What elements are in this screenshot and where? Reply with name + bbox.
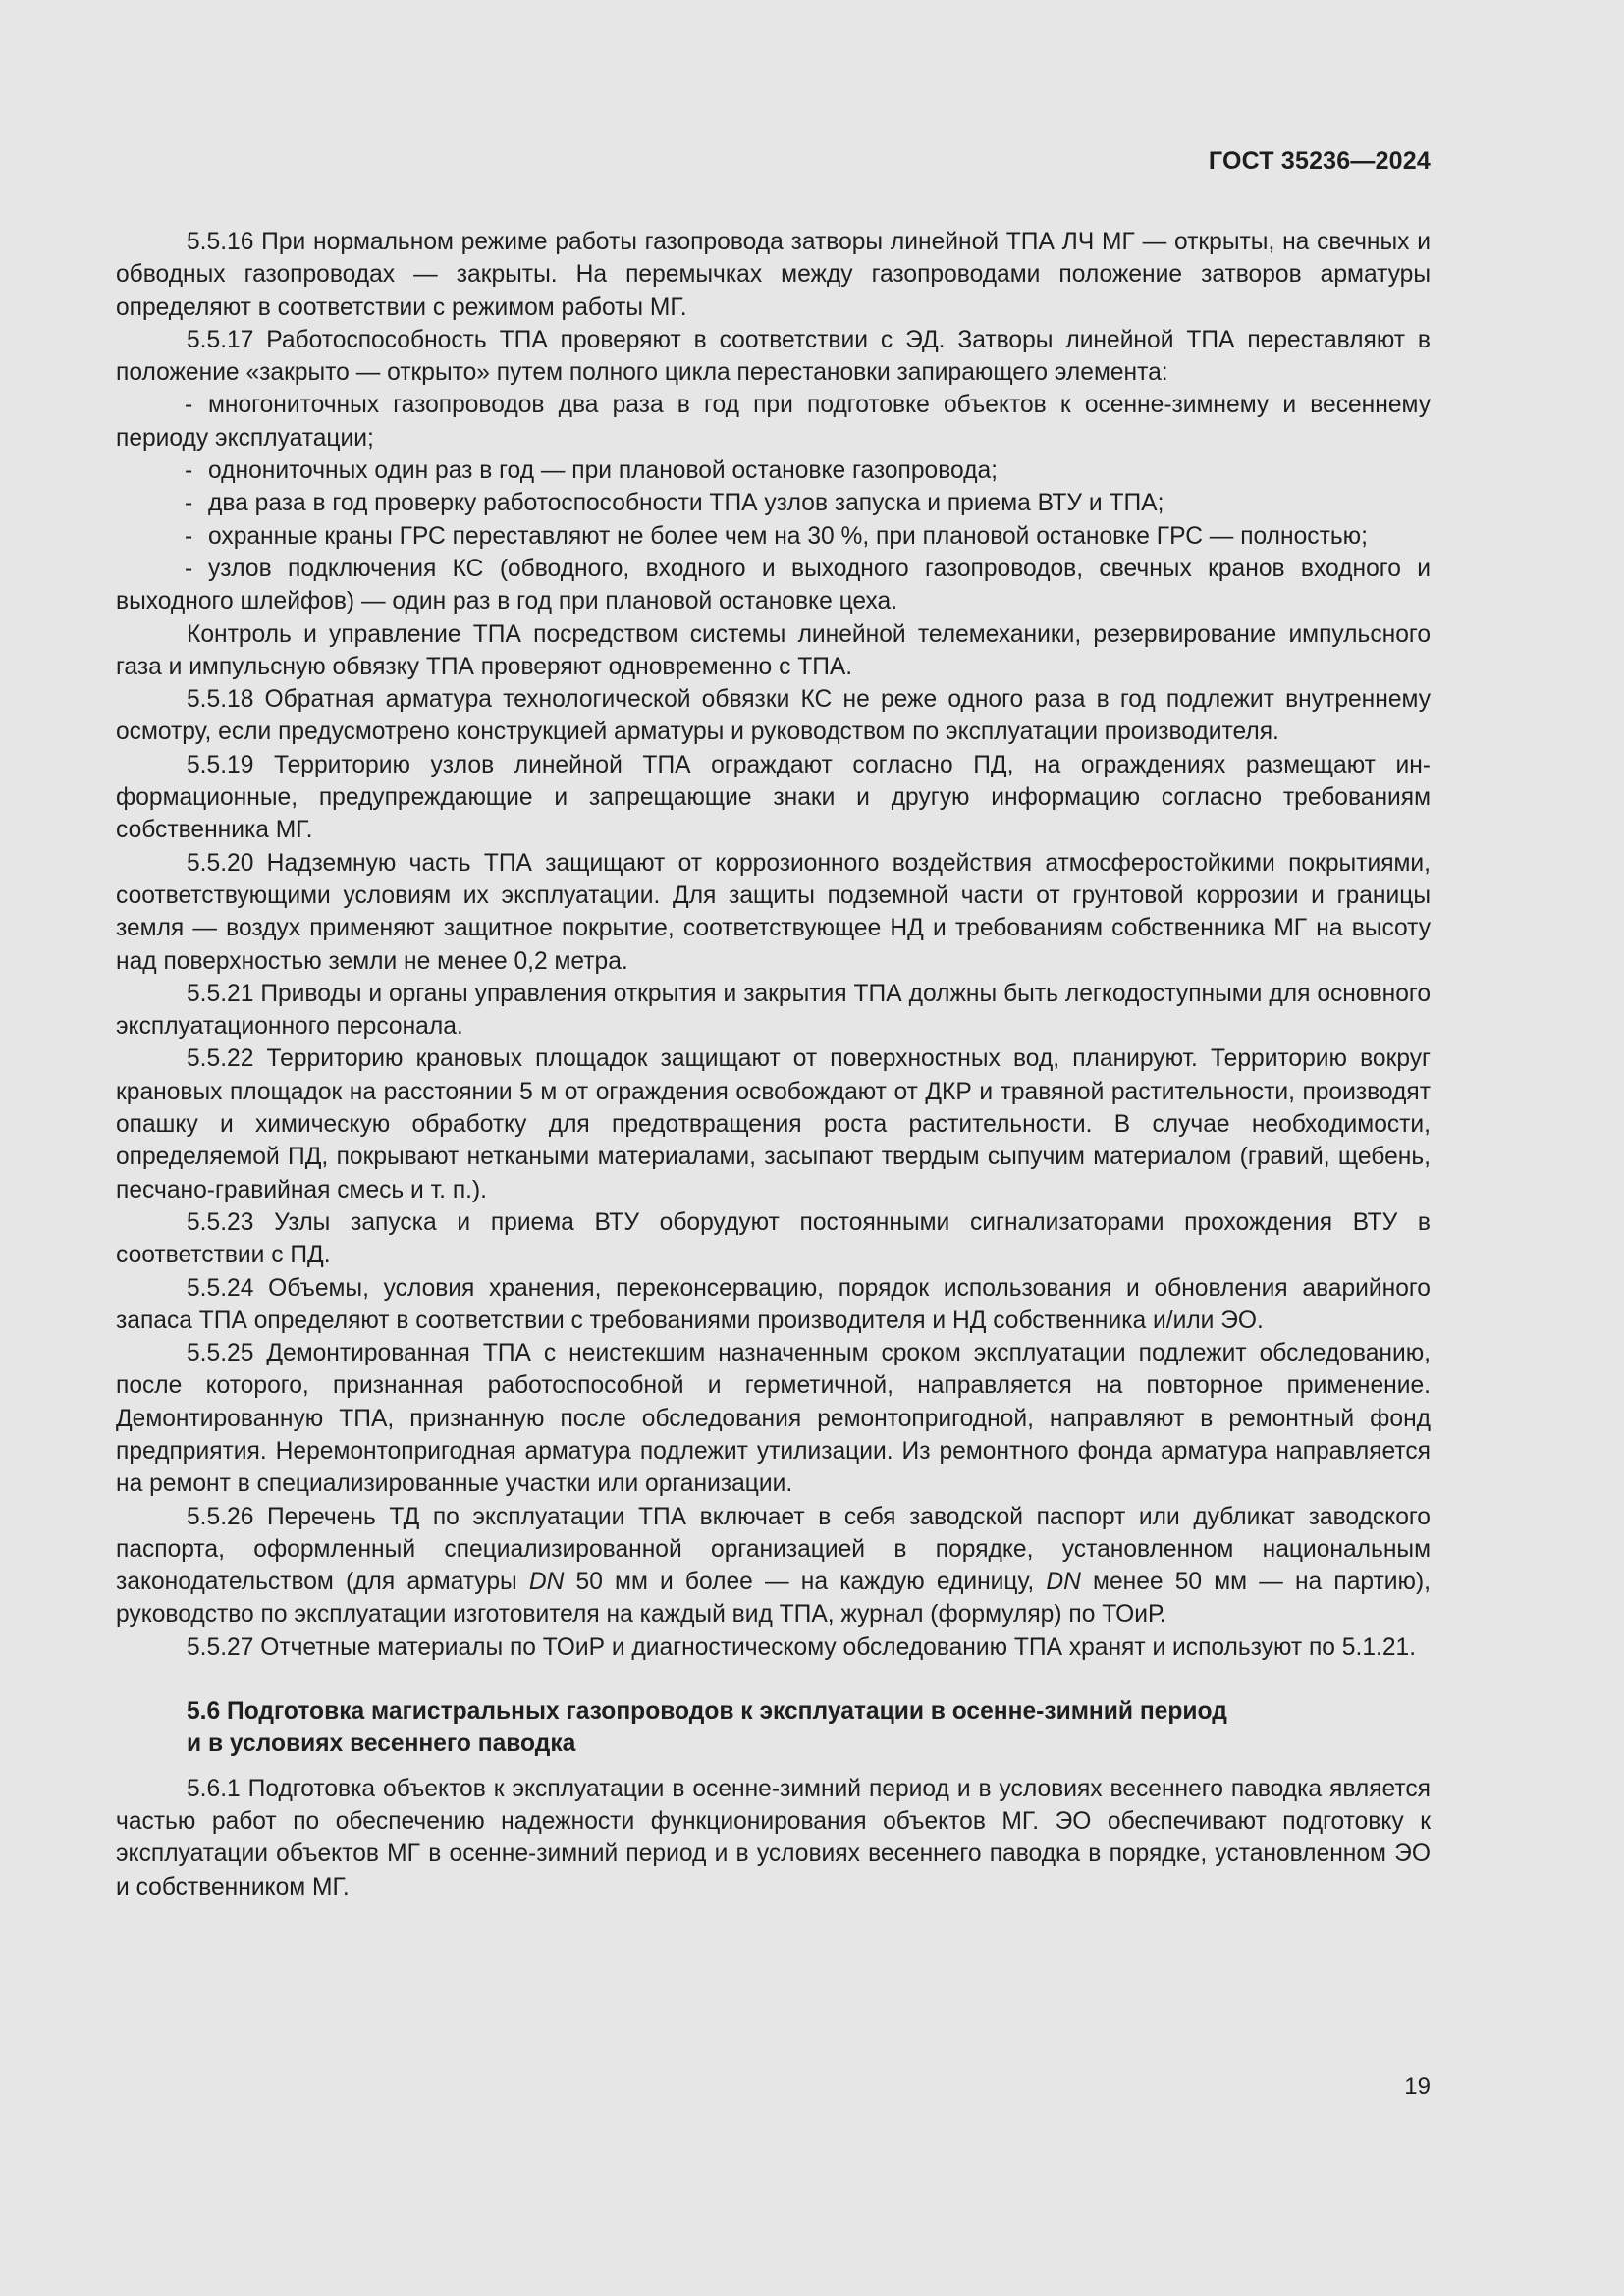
paragraph-text: менее 50 мм — на партию), руководство по эксплуатации изготовителя на каждый вид ТПА, журнал (формуляр) по ТОиР. <box>116 1569 1431 1629</box>
paragraph-text: 50 мм и более — на каждую единицу, <box>564 1569 1047 1596</box>
paragraph-text: 5.5.26 Перечень ТД по эксплуатации ТПА включает в себя заводской паспорт или дубликат заводского паспорта, оформленный специализированной организацией в порядке, установленном национальным законодательством (для арматуры <box>116 1503 1431 1596</box>
paragraph: 5.5.20 Надземную часть ТПА защищают от коррозионного воздействия атмосферостойкими покрытиями, соответствующими условиям их эксплуатации. Для защиты подземной части от грунтовой коррозии и границы земля — воздух применяют защитное покрытие, соответствующее НД и требованиям собственника МГ на высоту над поверхностью земли не менее 0,2 метра. <box>116 849 1431 975</box>
paragraph: 5.5.21 Приводы и органы управления открытия и закрытия ТПА должны быть легкодоступными для основного эксплуатационного персонала. <box>116 980 1431 1041</box>
list-item <box>116 520 1431 553</box>
page-number: 19 <box>1404 2073 1431 2100</box>
paragraph-5-6-1: 5.6.1 Подготовка объектов к эксплуатации в осенне-зимний период и в условиях весеннего паводка является частью работ по обеспечению надежности функционирования объектов МГ. ЭО обеспечивают подготовку к эксплуатации объектов МГ в осенне-зимний период и в условиях весеннего паводка в порядке, установленном ЭО и собственником МГ. <box>116 1775 1431 1900</box>
dn-symbol: DN <box>528 1569 565 1596</box>
paragraph: 5.5.23 Узлы запуска и приема ВТУ оборудуют постоянными сигнализаторами прохождения ВТУ в соответствии с ПД. <box>116 1208 1431 1269</box>
section-heading-line: 5.6 Подготовка магистральных газопроводов к эксплуатации в осенне-зимний период <box>187 1698 1227 1726</box>
list-dash: - <box>185 555 193 582</box>
paragraph: 5.5.24 Объемы, условия хранения, переконсервацию, порядок использования и обновления аварийного запаса ТПА определяют в соответствии с требованиями производителя и НД собственника и/или ЭО. <box>116 1274 1431 1334</box>
list-dash: - <box>185 392 193 419</box>
paragraph: 5.5.18 Обратная арматура технологической обвязки КС не реже одного раза в год подлежит внутреннему осмотру, если предусмотрено конструкцией арматуры и руководством по эксплуатации производителя. <box>116 686 1431 746</box>
paragraph-list <box>116 226 1431 1501</box>
list-item <box>116 553 1431 618</box>
list-item <box>116 487 1431 519</box>
paragraph: 5.5.19 Территорию узлов линейной ТПА ограждают согласно ПД, на ограждениях размещают информационные, предупреждающие и запрещающие знаки и другую информацию согласно требованиям собственника МГ. <box>116 751 1431 844</box>
section-heading <box>116 1695 1431 1761</box>
paragraph: Контроль и управление ТПА посредством системы линейной телемеханики, резервирование импульсного газа и импульсную обвязку ТПА проверяют одновременно с ТПА. <box>116 620 1431 680</box>
list-item-text: многониточных газопроводов два раза в год при подготовке объектов к осенне-зимнему и весеннему периоду эксплуатации; <box>116 392 1431 452</box>
list-item-text: два раза в год проверку работоспособности ТПА узлов запуска и приема ВТУ и ТПА; <box>208 490 1164 517</box>
paragraph-5-5-26 <box>116 1501 1431 1631</box>
paragraph: 5.5.17 Работоспособность ТПА проверяют в соответствии с ЭД. Затворы линейной ТПА переставляют в положение «закрыто — открыто» путем полного цикла перестановки запирающего элемента: <box>116 326 1431 387</box>
document-body <box>116 226 1431 1903</box>
list-item-text: охранные краны ГРС переставляют не более чем на 30 %, при плановой остановке ГРС — полностью; <box>208 522 1368 550</box>
paragraph: 5.5.16 При нормальном режиме работы газопровода затворы линейной ТПА ЛЧ МГ — открыты, на свечных и обводных газопроводах — закрыты. На перемычках между газопроводами положение затворов арматуры определяют в соответствии с режимом работы МГ. <box>116 229 1431 321</box>
list-item-text: узлов подключения КС (обводного, входного и выходного газопроводов, свечных кранов входного и выходного шлейфов) — один раз в год при плановой остановке цеха. <box>116 555 1431 615</box>
list-item <box>116 454 1431 487</box>
list-dash: - <box>185 490 193 517</box>
list-item-text: однониточных один раз в год — при плановой остановке газопровода; <box>208 457 998 485</box>
list-dash: - <box>185 457 193 485</box>
paragraph: 5.5.22 Территорию крановых площадок защищают от поверхностных вод, планируют. Территорию вокруг крановых площадок на расстоянии 5 м от ограждения освобождают от ДКР и травяной растительности, производят опашку и химическую обработку для предотвращения роста растительности. В случае необходимости, определяемой ПД, покрывают неткаными материалами, засыпают твердым сыпучим материалом (гравий, щебень, песчано-гравийная смесь и т. п.). <box>116 1045 1431 1203</box>
list-dash: - <box>185 522 193 550</box>
section-heading-line: и в условиях весеннего паводка <box>187 1731 576 1758</box>
paragraph: 5.5.25 Демонтированная ТПА с неистекшим назначенным сроком эксплуатации подлежит обследованию, после которого, признанная работоспособной и герметичной, направляется на повторное применение. Демонтированную ТПА, признанную после обследования ремонтопригодной, направляют в ремонтный фонд предприятия. Неремонтопригодная арматура подлежит утилизации. Из ремонтного фонда арматура направляется на ремонт в специализированные участки или организации. <box>116 1340 1431 1498</box>
document-header: ГОСТ 35236—2024 <box>1208 147 1431 175</box>
dn-symbol: DN <box>1046 1569 1081 1596</box>
paragraph-5-5-27: 5.5.27 Отчетные материалы по ТОиР и диагностическому обследованию ТПА хранят и используют по 5.1.21. <box>187 1633 1417 1661</box>
list-item <box>116 389 1431 454</box>
